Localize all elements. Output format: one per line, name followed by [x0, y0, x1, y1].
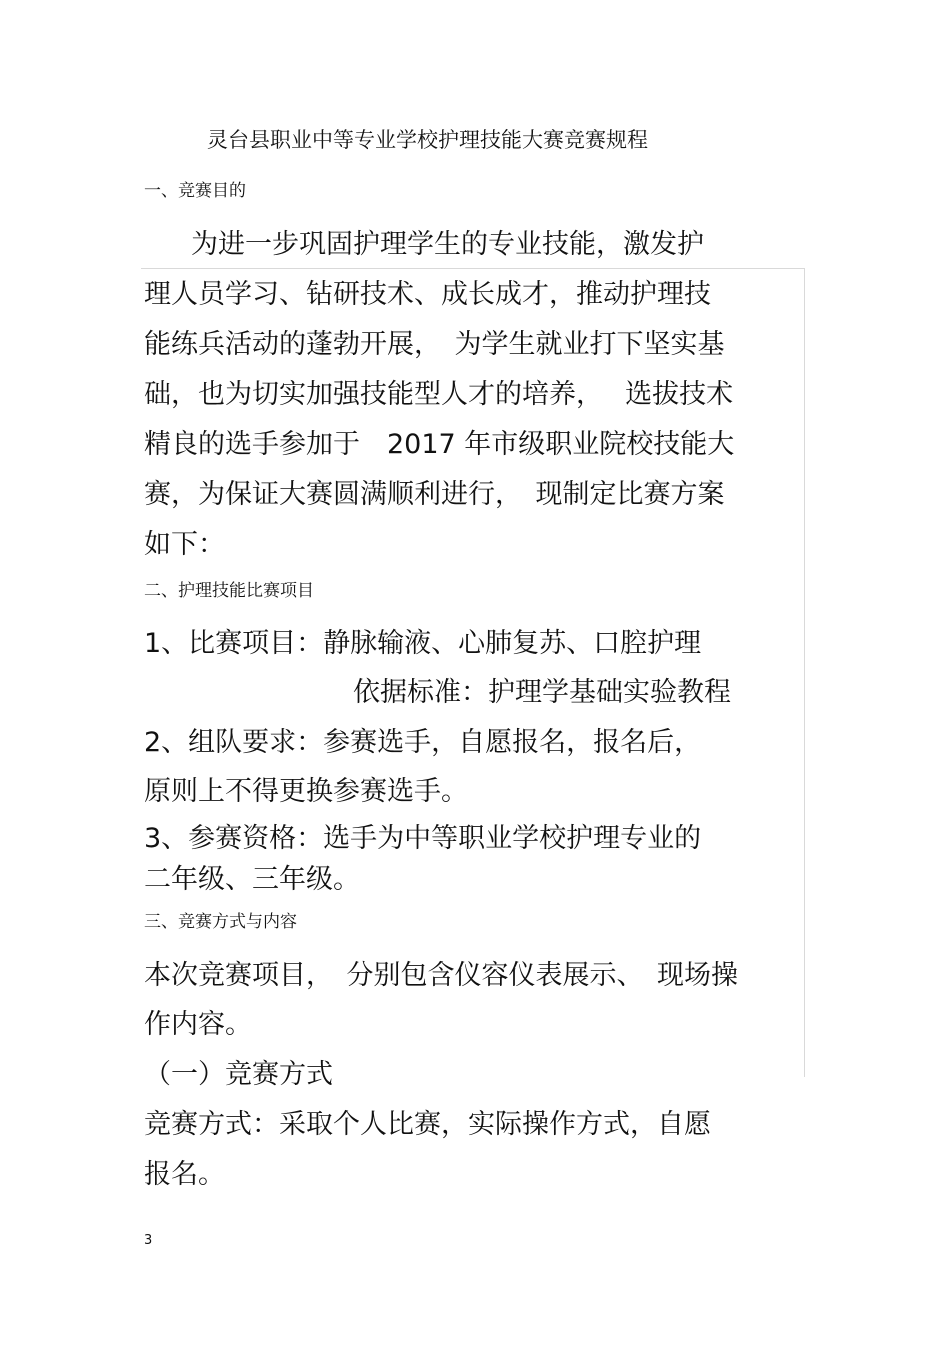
section-1-line-3: 能练兵活动的蓬勃开展， 为学生就业打下坚实基 — [144, 329, 725, 360]
section-2-line-5: 3、参赛资格：选手为中等职业学校护理专业的 — [144, 823, 702, 854]
section-2-line-3: 2、组队要求：参赛选手，自愿报名，报名后， — [144, 727, 702, 758]
section-3-line-1: 本次竞赛项目， 分别包含仪容仪表展示、 现场操 — [144, 960, 738, 991]
section-2-line-2: 依据标准：护理学基础实验教程 — [353, 677, 731, 708]
section-1-line-6: 赛，为保证大赛圆满顺利进行， 现制定比赛方案 — [144, 479, 725, 510]
section-3-subheading: （一）竞赛方式 — [144, 1059, 333, 1090]
section-1-line-1: 为进一步巩固护理学生的专业技能，激发护 — [191, 229, 704, 260]
section-1-line-2: 理人员学习、钻研技术、成长成才，推动护理技 — [144, 279, 711, 310]
section-1-line-7: 如下： — [144, 529, 225, 560]
page-number: 3 — [144, 1233, 153, 1248]
section-2-line-1: 1、比赛项目：静脉输液、心肺复苏、口腔护理 — [144, 628, 702, 659]
section-2-heading: 二、护理技能比赛项目 — [144, 581, 314, 601]
document-title: 灵台县职业中等专业学校护理技能大赛竞赛规程 — [207, 128, 648, 152]
section-2-line-6: 二年级、三年级。 — [144, 864, 360, 895]
section-3-line-2: 作内容。 — [144, 1009, 252, 1040]
section-2-line-4: 原则上不得更换参赛选手。 — [144, 776, 468, 807]
section-3-heading: 三、竞赛方式与内容 — [144, 912, 297, 932]
section-3-line-4: 报名。 — [144, 1159, 225, 1190]
section-1-line-5: 精良的选手参加于 2017 年市级职业院校技能大 — [144, 429, 735, 460]
section-1-line-4: 础，也为切实加强技能型人才的培养， 选拔技术 — [144, 379, 734, 410]
section-3-line-3: 竞赛方式：采取个人比赛，实际操作方式，自愿 — [144, 1109, 711, 1140]
section-1-heading: 一、竞赛目的 — [144, 181, 246, 201]
